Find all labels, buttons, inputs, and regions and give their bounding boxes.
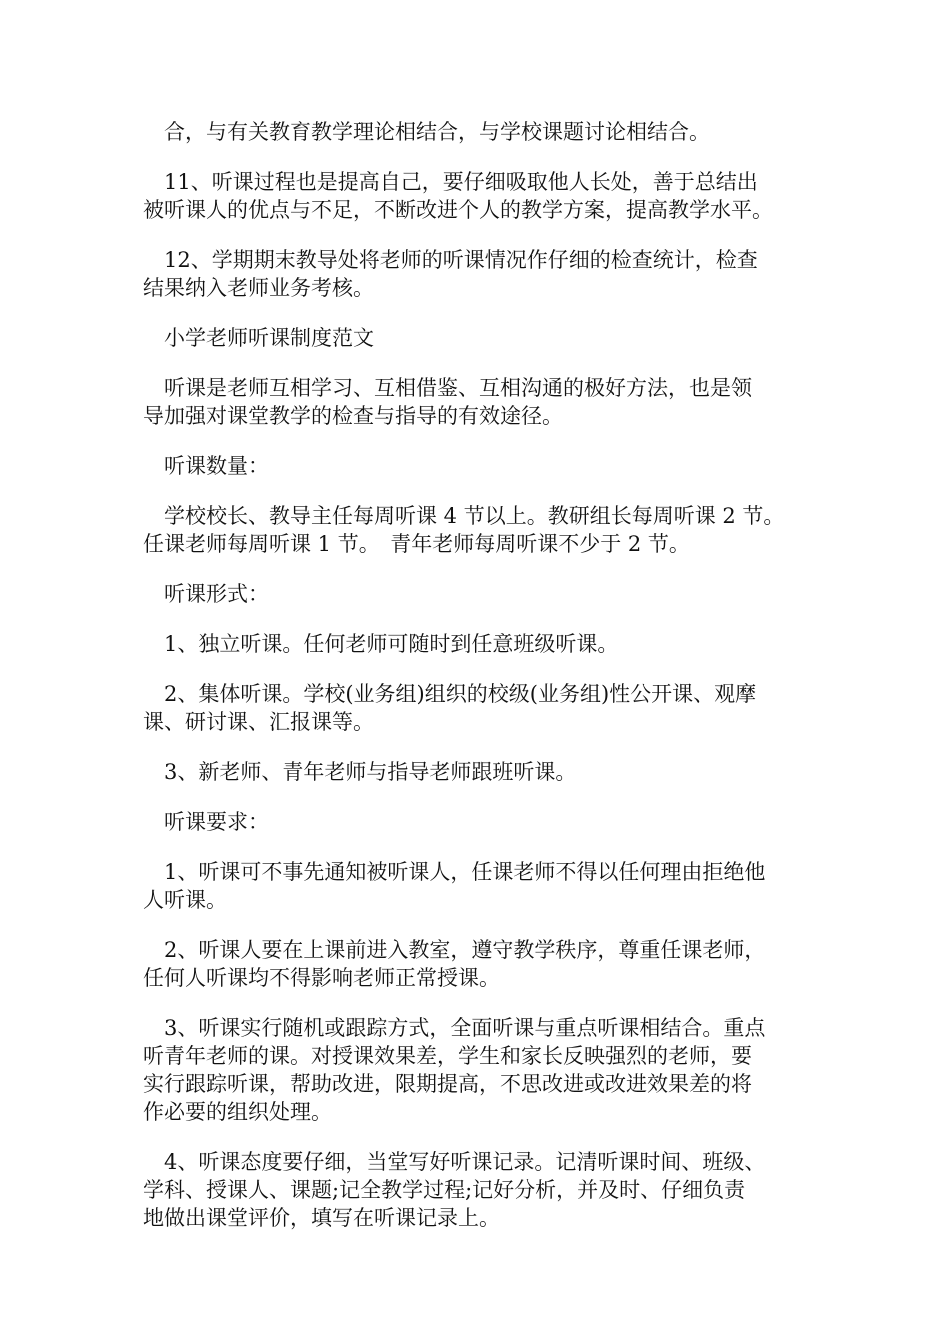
- paragraph: [143, 936, 823, 992]
- paragraph: [143, 452, 823, 480]
- paragraph-line: 3、新老师、青年老师与指导老师跟班听课。: [143, 760, 577, 784]
- paragraph: [143, 502, 823, 558]
- paragraph-line: 1、听课可不事先通知被听课人，任课老师不得以任何理由拒绝他: [143, 860, 766, 884]
- paragraph-line: 小学老师听课制度范文: [143, 326, 374, 350]
- paragraph-line: 2、听课人要在上课前进入教室，遵守教学秩序，尊重任课老师，: [143, 938, 766, 962]
- paragraph: [143, 324, 823, 352]
- paragraph-line: 听课数量：: [143, 454, 269, 478]
- paragraph: [143, 808, 823, 836]
- paragraph-line: 任何人听课均不得影响老师正常授课。: [143, 966, 500, 990]
- paragraph-line: 结果纳入老师业务考核。: [143, 276, 374, 300]
- paragraph: [143, 118, 823, 146]
- paragraph: [143, 168, 823, 224]
- paragraph: [143, 580, 823, 608]
- paragraph-line: 学校校长、教导主任每周听课 4 节以上。教研组长每周听课 2 节。: [143, 504, 785, 528]
- paragraph-line: 4、听课态度要仔细，当堂写好听课记录。记清听课时间、班级、: [143, 1150, 766, 1174]
- paragraph-line: 被听课人的优点与不足，不断改进个人的教学方案，提高教学水平。: [143, 198, 773, 222]
- paragraph-line: 3、听课实行随机或跟踪方式，全面听课与重点听课相结合。重点: [143, 1016, 766, 1040]
- paragraph-line: 听课形式：: [143, 582, 269, 606]
- paragraph: [143, 1148, 823, 1232]
- paragraph: [143, 246, 823, 302]
- paragraph-line: 地做出课堂评价，填写在听课记录上。: [143, 1206, 500, 1230]
- paragraph-line: 11、听课过程也是提高自己，要仔细吸取他人长处，善于总结出: [143, 170, 758, 194]
- paragraph-line: 任课老师每周听课 1 节。 青年老师每周听课不少于 2 节。: [143, 532, 690, 556]
- paragraph-line: 12、学期期末教导处将老师的听课情况作仔细的检查统计，检查: [143, 248, 758, 272]
- paragraph-line: 听课要求：: [143, 810, 269, 834]
- paragraph-line: 作必要的组织处理。: [143, 1100, 332, 1124]
- paragraph: [143, 858, 823, 914]
- paragraph-line: 2、集体听课。学校(业务组)组织的校级(业务组)性公开课、观摩: [143, 682, 757, 706]
- paragraph: [143, 630, 823, 658]
- paragraph: [143, 374, 823, 430]
- paragraph: [143, 680, 823, 736]
- paragraph-line: 人听课。: [143, 888, 227, 912]
- paragraph: [143, 1014, 823, 1126]
- paragraph-line: 导加强对课堂教学的检查与指导的有效途径。: [143, 404, 563, 428]
- paragraph-line: 听课是老师互相学习、互相借鉴、互相沟通的极好方法，也是领: [143, 376, 752, 400]
- paragraph-line: 学科、授课人、课题;记全教学过程;记好分析，并及时、仔细负责: [143, 1178, 746, 1202]
- document-body: [143, 118, 823, 1254]
- paragraph-line: 听青年老师的课。对授课效果差，学生和家长反映强烈的老师，要: [143, 1044, 752, 1068]
- paragraph-line: 实行跟踪听课，帮助改进，限期提高，不思改进或改进效果差的将: [143, 1072, 752, 1096]
- paragraph-line: 1、独立听课。任何老师可随时到任意班级听课。: [143, 632, 619, 656]
- paragraph: [143, 758, 823, 786]
- paragraph-line: 课、研讨课、汇报课等。: [143, 710, 374, 734]
- paragraph-line: 合，与有关教育教学理论相结合，与学校课题讨论相结合。: [143, 120, 710, 144]
